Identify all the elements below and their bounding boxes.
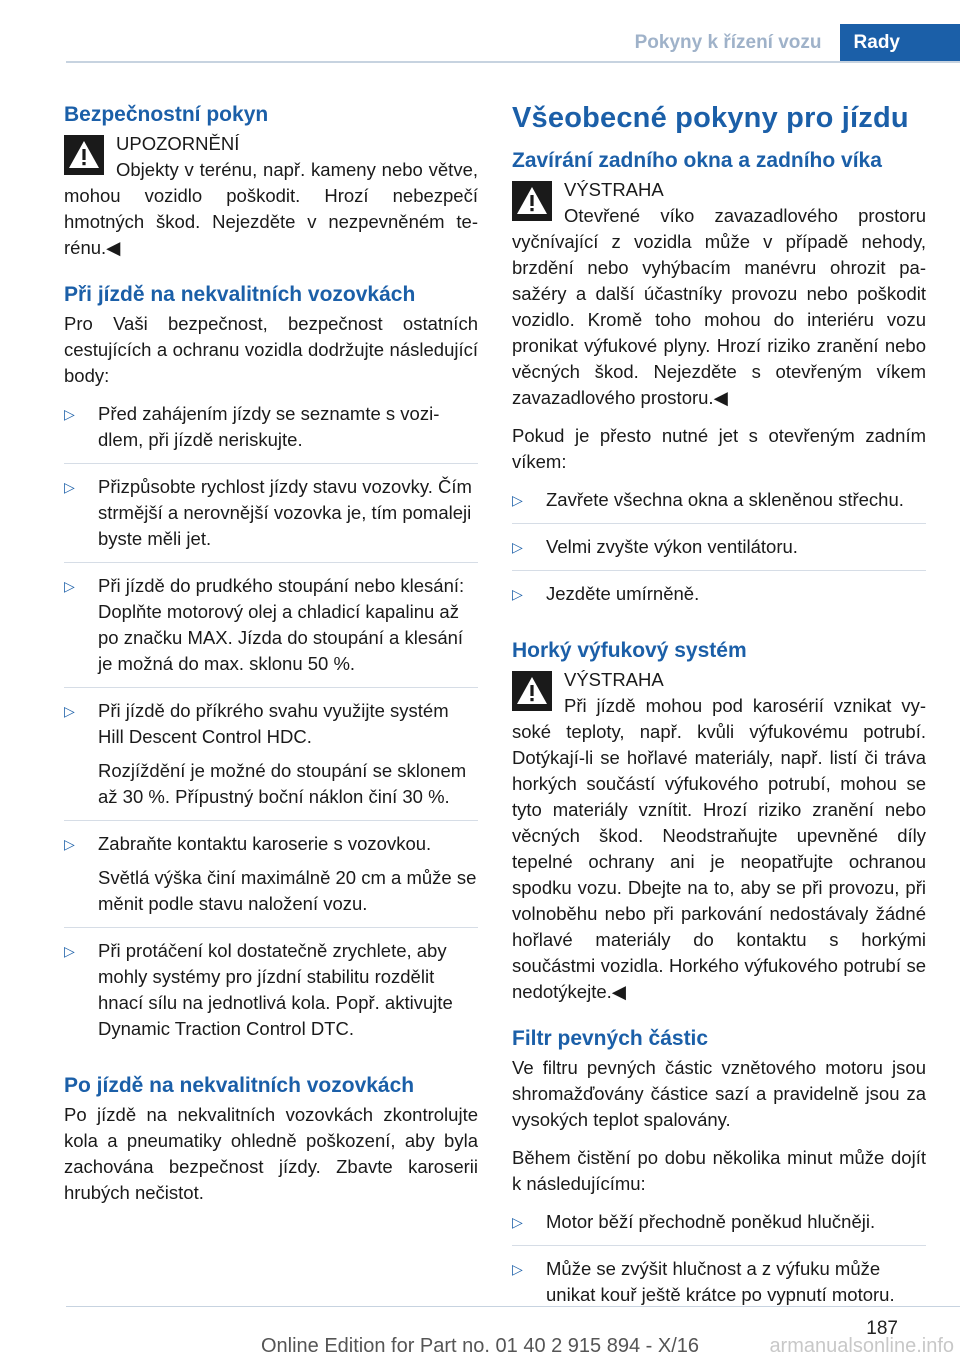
- list-item-text: Zavřete všechna okna a skleněnou střechu.: [546, 489, 904, 510]
- triangle-bullet-icon: ▷: [512, 586, 523, 602]
- paragraph-intro: Pro Vaši bezpečnost, bezpečnost ostatních cestujících a ochranu vozidla dodržujte následující body:: [64, 313, 478, 386]
- warning-text: Otevřené víko zavazadlového prostoru vyčnívající z vozidla může v případě nehody, brzdění nebo vyhýbacím manévru ohrozit pasažéry a další účastníky provozu nebo poškodit vozidlo. Kromě toho mohou do interiéru vozu pronikat výfukové plyny. Hrozí riziko zranění nebo věcných škod. Nejezděte s otevřeným víkem zavazadlového prostoru.◀: [512, 205, 926, 408]
- bullet-list-tailgate: [512, 487, 926, 617]
- list-item: [64, 698, 478, 821]
- triangle-bullet-icon: ▷: [64, 836, 75, 852]
- list-item: [512, 581, 926, 617]
- heading-filtr-pevnych-castic: Filtr pevných částic: [512, 1027, 709, 1050]
- paragraph-filtr-1: Ve filtru pevných částic vznětového motoru jsou shromažďovány částice sazí a pravidelně jsou za vysokých teplot spalovány.: [512, 1057, 926, 1130]
- list-item: [512, 534, 926, 571]
- list-item-text: Motor běží přechodně poněkud hlučněji.: [546, 1211, 876, 1232]
- right-column: [512, 95, 926, 1328]
- triangle-bullet-icon: ▷: [64, 578, 75, 594]
- triangle-bullet-icon: ▷: [64, 406, 75, 422]
- warning-block-exhaust: [512, 667, 926, 1005]
- warning-title: VÝSTRAHA: [564, 669, 664, 690]
- warning-triangle-icon: [512, 181, 552, 221]
- warning-title: VÝSTRAHA: [564, 179, 664, 200]
- heading-horky-vyfukovy-system: Horký výfukový systém: [512, 639, 747, 662]
- heading-po-jizde: Po jízdě na nekvalitních vozovkách: [64, 1074, 415, 1097]
- triangle-bullet-icon: ▷: [512, 492, 523, 508]
- list-item-subtext: Rozjíždění je možné do stoupání se sklonem až 30 %. Přípustný boční náklon činí 30 %.: [98, 760, 467, 807]
- list-item: [512, 1209, 926, 1246]
- triangle-bullet-icon: ▷: [512, 1261, 523, 1277]
- triangle-bullet-icon: ▷: [64, 479, 75, 495]
- warning-title: UPOZORNĚNÍ: [116, 133, 240, 154]
- triangle-bullet-icon: ▷: [512, 1214, 523, 1230]
- heading-vseobecne-pokyny: Všeobecné pokyny pro jízdu: [512, 102, 909, 134]
- list-item: [512, 487, 926, 524]
- list-item: [64, 831, 478, 928]
- page-number: 187: [866, 1318, 898, 1339]
- heading-zavirani: Zavírání zadního okna a zadního víka: [512, 149, 882, 172]
- warning-text: Objekty v terénu, např. kameny nebo větve, mohou vozidlo poškodit. Hrozí nebezpečí hmotných škod. Nejezděte v nezpevněném terénu.◀: [64, 159, 478, 258]
- list-item-text: Při jízdě do příkrého svahu využijte systém Hill Descent Control HDC.: [98, 700, 449, 747]
- list-item-text: Přizpůsobte rychlost jízdy stavu vozovky. Čím strmější a nerovnější vozovka je, tím pomaleji byste měli jet.: [98, 476, 472, 549]
- list-item-text: Velmi zvyšte výkon ventilátoru.: [546, 536, 798, 557]
- paragraph-po-jizde: Po jízdě na nekvalitních vozovkách zkontrolujte kola a pneumatiky ohledně poškození, aby byla zachována bezpečnost jízdy. Zbavte karoserii hrubých nečistot.: [64, 1104, 478, 1203]
- heading-pri-jizde: Při jízdě na nekvalitních vozovkách: [64, 283, 416, 306]
- warning-triangle-icon: [512, 671, 552, 711]
- tab-pokyny-k-rizeni-vozu[interactable]: Pokyny k řízení vozu: [634, 32, 822, 53]
- triangle-bullet-icon: ▷: [64, 703, 75, 719]
- footer-divider: [66, 1306, 960, 1307]
- list-item-text: Při jízdě do prudkého stoupání nebo klesání: Doplňte motorový olej a chladicí kapalinu až po značku MAX. Jízda do stoupání a klesání je možná do max. sklonu 50 %.: [98, 575, 465, 674]
- bullet-list-rough-roads: [64, 401, 478, 1052]
- warning-block-terrain: [64, 131, 478, 261]
- bullet-list-filter: [512, 1209, 926, 1318]
- list-item: [512, 1256, 926, 1318]
- triangle-bullet-icon: ▷: [512, 539, 523, 555]
- heading-bezpecnostni-pokyn: Bezpečnostní pokyn: [64, 103, 269, 126]
- paragraph-filtr-2: Během čistění po dobu několika minut může dojít k následujícímu:: [512, 1147, 926, 1194]
- list-item-subtext: Světlá výška činí maximálně 20 cm a může se měnit podle stavu naložení vozu.: [98, 867, 477, 914]
- list-item-text: Zabraňte kontaktu karoserie s vozovkou.: [98, 833, 432, 854]
- header-tabs: [615, 24, 960, 62]
- list-item: [64, 474, 478, 563]
- warning-triangle-icon: [64, 135, 104, 175]
- list-item: [64, 938, 478, 1052]
- list-item-text: Při protáčení kol dostatečně zrychlete, aby mohly systémy pro jízdní stabilitu rozdělit hnací sílu na jednotlivá kola. Popř. aktivujte Dynamic Traction Control DTC.: [98, 940, 453, 1039]
- warning-block-tailgate: [512, 177, 926, 411]
- list-item-text: Před zahájením jízdy se seznamte s vozidlem, při jízdě neriskujte.: [98, 403, 440, 450]
- left-column: [64, 95, 478, 1218]
- tab-rady[interactable]: Rady: [840, 24, 960, 62]
- list-item-text: Jezděte umírněně.: [546, 583, 700, 604]
- paragraph-pokud: Pokud je přesto nutné jet s otevřeným zadním víkem:: [512, 425, 926, 472]
- watermark: armanualsonline.info: [769, 1335, 954, 1357]
- triangle-bullet-icon: ▷: [64, 943, 75, 959]
- warning-text: Při jízdě mohou pod karosérií vznikat vysoké teploty, např. kvůli výfukovému potrubí. Dotýkají-li se hořlavé materiály, např. listí či tráva horkých součástí výfukového potrubí, mohou se tyto materiály vznítit. Hrozí riziko zranění nebo věcných škod. Neodstraňujte upevněné díly tepelné ochrany ani je neopatřujte ochranou spodku vozu. Dbejte na to, aby se při provozu, při volnoběhu nebo při parkování nedostávaly žádné hořlavé materiály do kontaktu s horkými součástmi vozidla. Horkého výfukového potrubí se nedotýkejte.◀: [512, 695, 926, 1002]
- list-item: [64, 401, 478, 464]
- list-item-text: Může se zvýšit hlučnost a z výfuku může unikat kouř ještě krátce po vypnutí motoru.: [546, 1258, 895, 1305]
- edition-footer: Online Edition for Part no. 01 40 2 915 894 - X/16: [260, 1335, 700, 1357]
- header-divider: [66, 61, 960, 63]
- list-item: [64, 573, 478, 688]
